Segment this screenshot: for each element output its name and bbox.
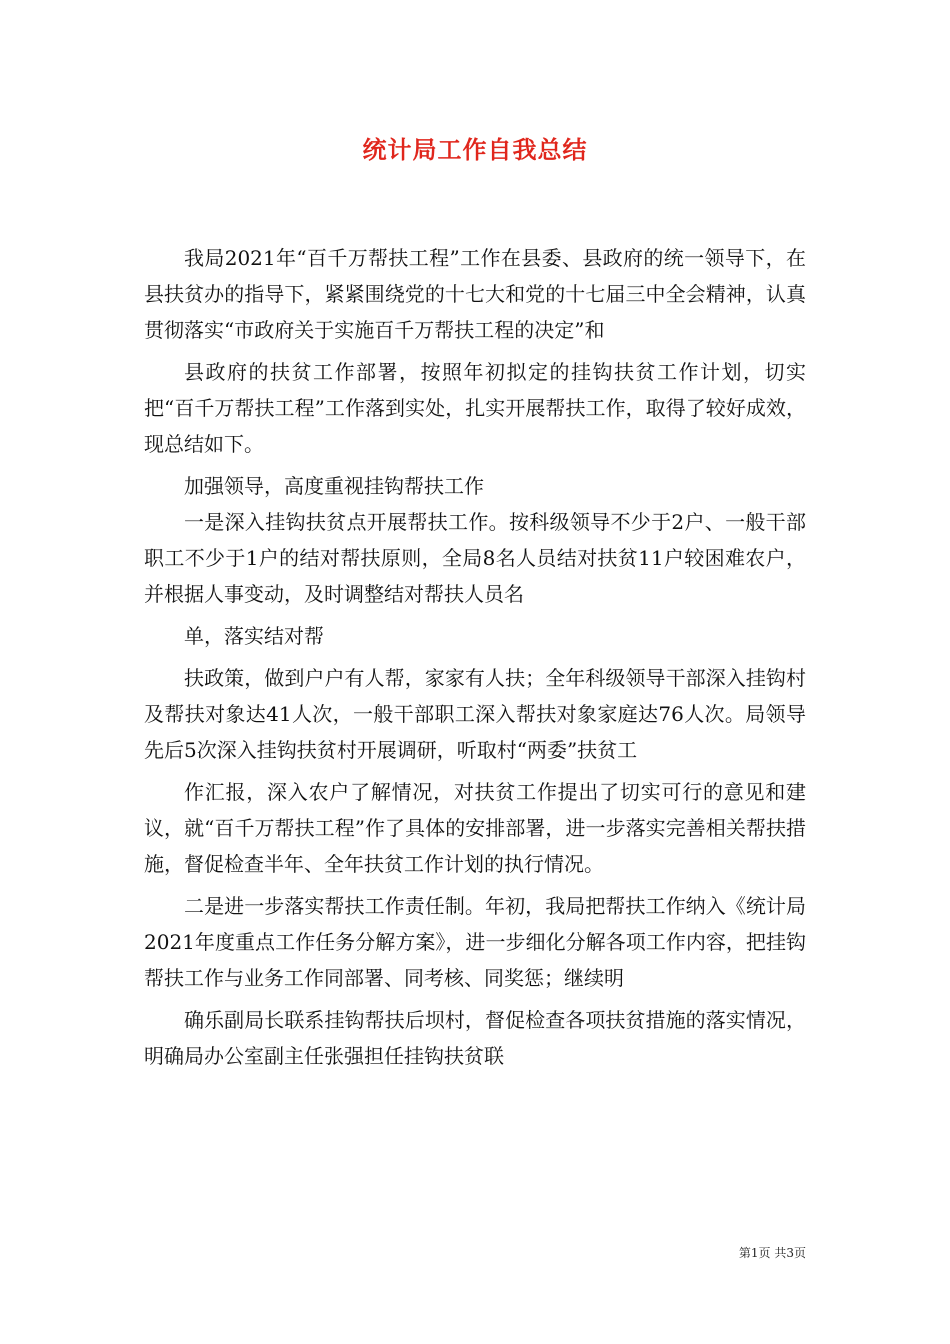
page-number-footer: 第1页 共3页 (738, 1246, 806, 1260)
paragraph-5: 扶政策，做到户户有人帮，家家有人扶；全年科级领导干部深入挂钩村及帮扶对象达41人次，一般干部职工深入帮扶对象家庭达76人次。局领导先后5次深入挂钩扶贫村开展调研，听取村“两委”扶贫工 (144, 666, 806, 762)
paragraph-7: 二是进一步落实帮扶工作责任制。年初，我局把帮扶工作纳入《统计局2021年度重点工作任务分解方案》，进一步细化分解各项工作内容，把挂钩帮扶工作与业务工作同部署、同考核、同奖惩；继续明 (144, 894, 806, 990)
paragraph-4: 单，落实结对帮 (184, 624, 324, 648)
paragraph-2: 县政府的扶贫工作部署，按照年初拟定的挂钩扶贫工作计划，切实把“百千万帮扶工程”工作落到实处，扎实开展帮扶工作，取得了较好成效，现总结如下。 (144, 360, 806, 456)
paragraph-8: 确乐副局长联系挂钩帮扶后坝村，督促检查各项扶贫措施的落实情况，明确局办公室副主任张强担任挂钩扶贫联 (144, 1008, 806, 1068)
document-title: 统计局工作自我总结 (362, 135, 588, 164)
document-body (144, 240, 806, 1074)
paragraph-6: 作汇报，深入农户了解情况，对扶贫工作提出了切实可行的意见和建议，就“百千万帮扶工程”作了具体的安排部署，进一步落实完善相关帮扶措施，督促检查半年、全年扶贫工作计划的执行情况。 (144, 780, 806, 876)
paragraph-3: 一是深入挂钩扶贫点开展帮扶工作。按科级领导不少于2户、一般干部职工不少于1户的结对帮扶原则，全局8名人员结对扶贫11户较困难农户，并根据人事变动，及时调整结对帮扶人员名 (144, 510, 806, 606)
paragraph-1: 我局2021年“百千万帮扶工程”工作在县委、县政府的统一领导下，在县扶贫办的指导下，紧紧围绕党的十七大和党的十七届三中全会精神，认真贯彻落实“市政府关于实施百千万帮扶工程的决定”和 (144, 246, 806, 342)
section-heading: 加强领导，高度重视挂钩帮扶工作 (184, 474, 484, 498)
